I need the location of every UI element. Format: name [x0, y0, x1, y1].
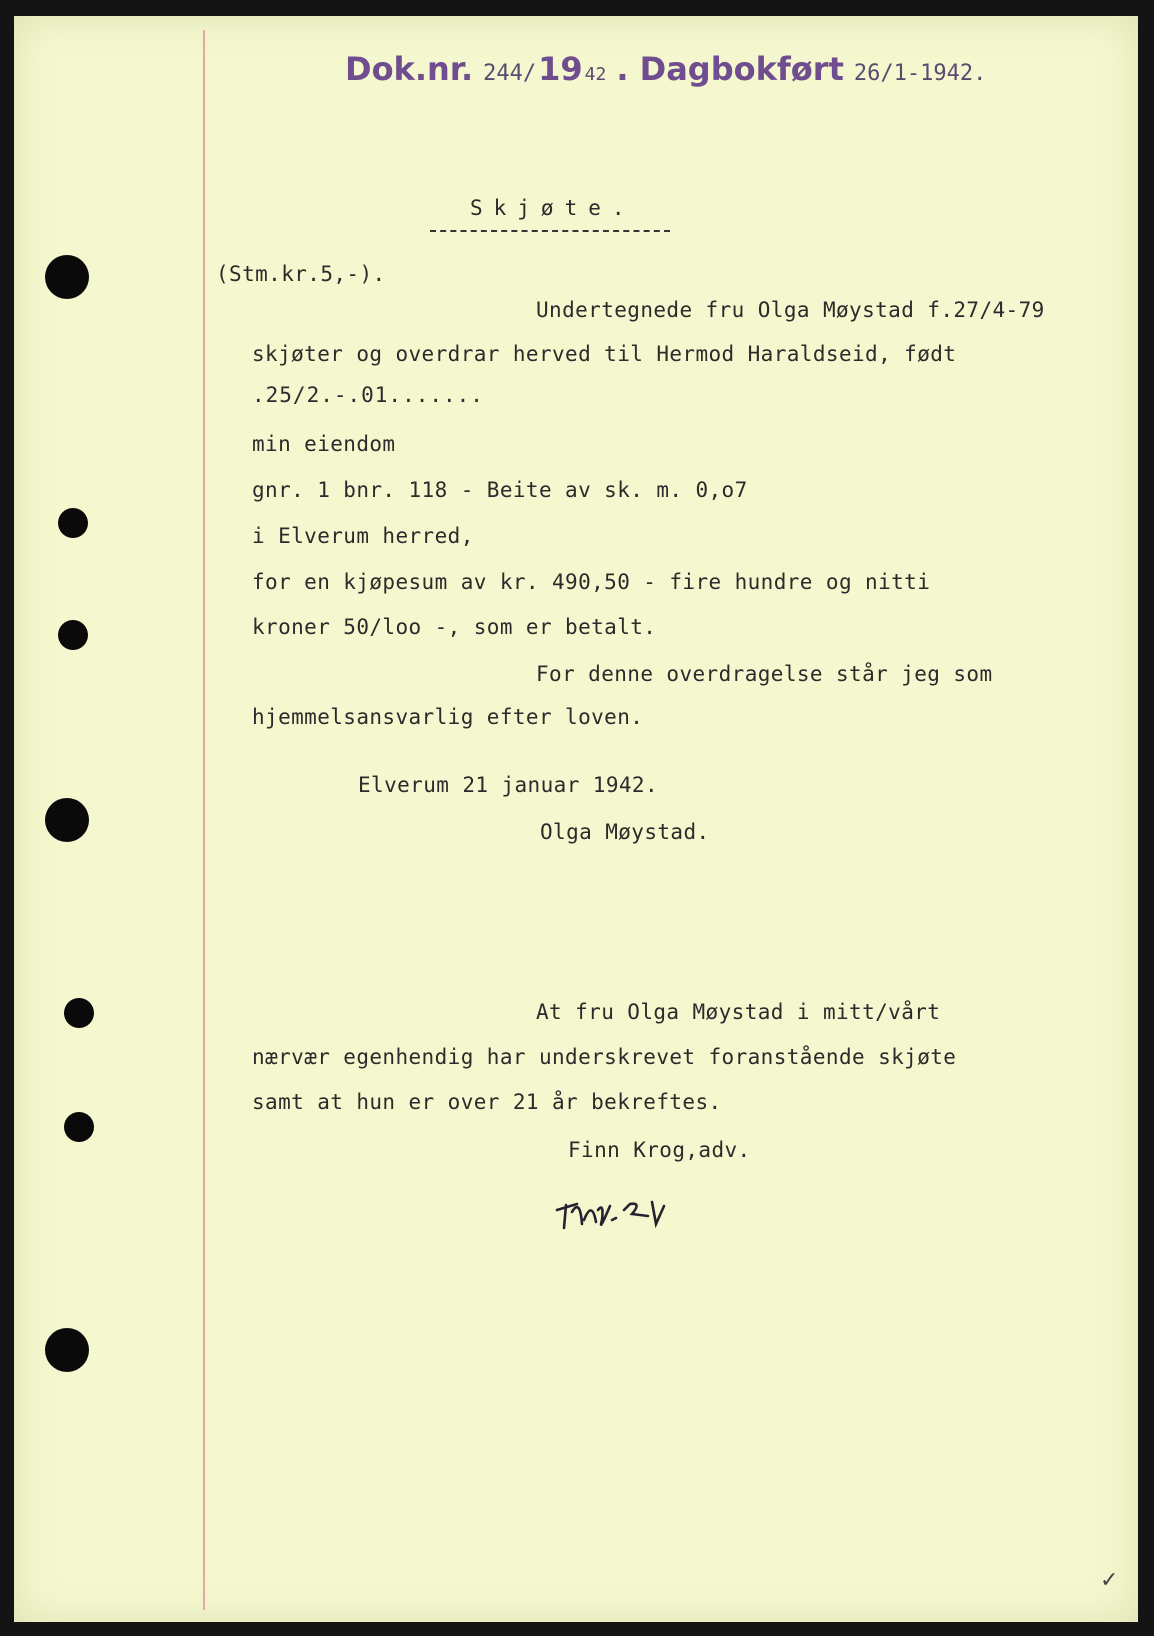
body-line-6: i Elverum herred,	[252, 524, 474, 548]
document-page	[14, 16, 1138, 1622]
registration-stamp	[345, 50, 986, 88]
body-line-2: skjøter og overdrar herved til Hermod Haraldseid, født	[252, 342, 957, 366]
attestation-line-1: At fru Olga Møystad i mitt/vårt	[536, 1000, 941, 1024]
document-title: Skjøte.	[470, 196, 636, 220]
fee-note: (Stm.kr.5,-).	[216, 262, 386, 286]
dok-number: 244/	[483, 61, 537, 86]
title-underline	[430, 230, 670, 232]
witness-name: Finn Krog,adv.	[568, 1138, 751, 1162]
body-line-10: hjemmelsansvarlig efter loven.	[252, 705, 644, 729]
attestation-line-3: samt at hun er over 21 år bekreftes.	[252, 1090, 722, 1114]
punch-hole-4	[45, 798, 89, 842]
punch-hole-5	[64, 998, 94, 1028]
punch-hole-6	[64, 1112, 94, 1142]
body-line-9: For denne overdragelse står jeg som	[536, 662, 993, 686]
grantor-signature: Olga Møystad.	[540, 820, 710, 844]
punch-hole-1	[45, 255, 89, 299]
body-line-7: for en kjøpesum av kr. 490,50 - fire hundre og nitti	[252, 570, 931, 594]
body-line-4: min eiendom	[252, 432, 396, 456]
attestation-line-2: nærvær egenhendig har underskrevet foranstående skjøte	[252, 1045, 957, 1069]
body-line-5: gnr. 1 bnr. 118 - Beite av sk. m. 0,o7	[252, 478, 748, 502]
place-date: Elverum 21 januar 1942.	[358, 773, 658, 797]
body-line-1: Undertegnede fru Olga Møystad f.27/4-79	[536, 298, 1045, 322]
handwritten-signature	[552, 1180, 692, 1240]
punch-hole-7	[45, 1328, 89, 1372]
body-line-8: kroner 50/loo -, som er betalt.	[252, 615, 657, 639]
margin-line	[203, 30, 205, 1610]
body-line-3: .25/2.-.01.......	[252, 383, 484, 407]
dok-year-suffix: 42	[584, 64, 607, 85]
dagbokfort-date: 26/1-1942.	[853, 61, 987, 86]
punch-hole-2	[58, 508, 88, 538]
dagbokfort-label: . Dagbokført	[616, 50, 844, 88]
dok-label: Dok.nr.	[345, 50, 474, 88]
check-mark-icon: ✓	[1100, 1568, 1119, 1593]
punch-hole-3	[58, 620, 88, 650]
dok-year-prefix: 19	[538, 50, 583, 88]
